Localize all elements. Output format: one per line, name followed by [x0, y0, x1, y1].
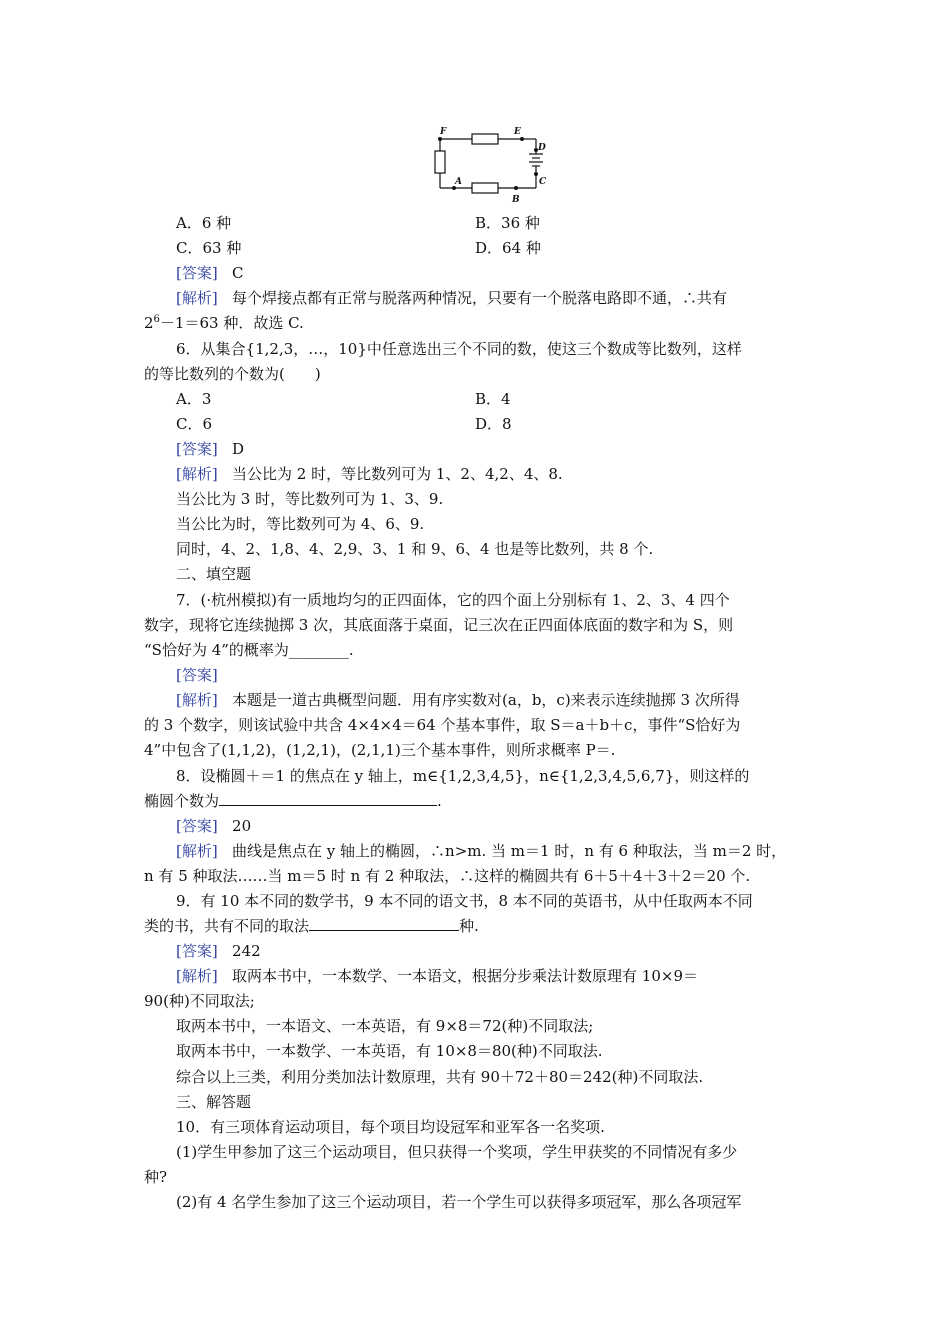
q7-answer	[176, 665, 218, 685]
q10-part1-cont: 种?	[144, 1168, 168, 1186]
answer-tag: [答案]	[176, 264, 218, 282]
q8-analysis-line2: n 有 5 种取法……当 m＝5 时 n 有 2 种取法，∴这样的椭圆共有 6＋5＋4＋3＋2＝20 个.	[144, 867, 751, 885]
analysis-tag: [解析]	[176, 842, 218, 860]
answer-tag: [答案]	[176, 666, 218, 684]
q6-option-a: A．3	[176, 390, 212, 408]
label-b: B	[512, 195, 520, 205]
q7-analysis-line2: 的 3 个数字，则该试验中共含 4×4×4＝64 个基本事件，取 S＝a＋b＋c，事件“S恰好为	[144, 716, 741, 734]
q6-analysis-line2: 当公比为 3 时，等比数列可为 1、3、9.	[176, 490, 444, 508]
q9-analysis-line4: 取两本书中，一本数学、一本英语，有 10×8＝80(种)不同取法.	[176, 1042, 603, 1060]
q7-stem-line2: 数字，现将它连续抛掷 3 次，其底面落于桌面，记三次在正四面体底面的数字和为 S，则	[144, 616, 734, 634]
q7-stem-line3: “S恰好为 4”的概率为________.	[144, 641, 354, 659]
q5-option-d: D．64 种	[475, 239, 541, 257]
q8-analysis: [解析] 曲线是焦点在 y 轴上的椭圆，∴n>m. 当 m＝1 时，n 有 6 种取法，当 m＝2 时，	[176, 842, 787, 860]
label-a: A	[455, 177, 462, 187]
q5-option-b: B．36 种	[475, 214, 540, 232]
answer-tag: [答案]	[176, 942, 218, 960]
answer-tag: [答案]	[176, 817, 218, 835]
answer-blank	[309, 916, 459, 931]
answer-tag: [答案]	[176, 440, 218, 458]
q8-stem-line2: 椭圆个数为 .	[144, 792, 442, 810]
section-heading-solve: 三、解答题	[176, 1093, 252, 1111]
q6-option-d: D．8	[475, 415, 512, 433]
q5-option-c: C．63 种	[176, 239, 242, 257]
q6-answer: [答案] D	[176, 440, 245, 458]
q7-analysis: [解析] 本题是一道古典概型问题．用有序实数对(a，b，c)来表示连续抛掷 3 次所得	[176, 691, 740, 709]
q6-stem: 6．从集合{1,2,3，…，10}中任意选出三个不同的数，使这三个数成等比数列，这样	[176, 340, 742, 358]
q9-answer: [答案] 242	[176, 942, 261, 960]
q8-stem: 8．设椭圆＋＝1 的焦点在 y 轴上，m∈{1,2,3,4,5}，n∈{1,2,3,4,5,6,7}，则这样的	[176, 767, 750, 785]
q5-answer: [答案] C	[176, 264, 244, 282]
analysis-tag: [解析]	[176, 289, 218, 307]
q7-analysis-line3: 4”中包含了(1,1,2)，(1,2,1)，(2,1,1)三个基本事件，则所求概率 P＝.	[144, 741, 616, 759]
q5-option-a: A．6 种	[176, 214, 232, 232]
q5-analysis: [解析] 每个焊接点都有正常与脱落两种情况，只要有一个脱落电路即不通，∴共有	[176, 289, 728, 307]
label-d: D	[538, 143, 546, 153]
section-heading-fill-in: 二、填空题	[176, 565, 252, 583]
label-c: C	[539, 177, 547, 187]
answer-blank	[219, 791, 437, 806]
q9-stem: 9．有 10 本不同的数学书，9 本不同的语文书，8 本不同的英语书，从中任取两本不同	[176, 892, 753, 910]
q6-option-b: B．4	[475, 390, 511, 408]
analysis-tag: [解析]	[176, 691, 218, 709]
q7-stem: 7．(·杭州模拟)有一质地均匀的正四面体，它的四个面上分别标有 1、2、3、4 四个	[176, 591, 730, 609]
q5-analysis-cont: $2^6-1=63$ 种．故选 C.	[144, 314, 304, 332]
analysis-tag: [解析]	[176, 967, 218, 985]
circuit-diagram	[428, 124, 552, 206]
q9-analysis: [解析] 取两本书中，一本数学、一本语文，根据分步乘法计数原理有 10×9＝	[176, 967, 699, 985]
q10-part2: (2)有 4 名学生参加了这三个运动项目，若一个学生可以获得多项冠军，那么各项冠军	[176, 1193, 742, 1211]
q6-option-c: C．6	[176, 415, 213, 433]
label-e: E	[514, 127, 521, 137]
q9-analysis-line3: 取两本书中，一本语文、一本英语，有 9×8＝72(种)不同取法;	[176, 1017, 594, 1035]
q6-analysis-line4: 同时，4、2、1,8、4、2,9、3、1 和 9、6、4 也是等比数列，共 8 个.	[176, 540, 654, 558]
q8-answer: [答案] 20	[176, 817, 252, 835]
q9-analysis-line5: 综合以上三类，利用分类加法计数原理，共有 90＋72＋80＝242(种)不同取法.	[176, 1068, 704, 1086]
q9-analysis-line2: 90(种)不同取法;	[144, 992, 255, 1010]
q6-analysis: [解析] 当公比为 2 时，等比数列可为 1、2、4,2、4、8.	[176, 465, 563, 483]
q9-stem-line2: 类的书，共有不同的取法 种.	[144, 917, 479, 935]
label-f: F	[440, 127, 447, 137]
q6-analysis-line3: 当公比为时，等比数列可为 4、6、9.	[176, 515, 425, 533]
q10-part1: (1)学生甲参加了这三个运动项目，但只获得一个奖项，学生甲获奖的不同情况有多少	[176, 1143, 738, 1161]
q6-stem-cont: 的等比数列的个数为( )	[144, 365, 321, 383]
analysis-tag: [解析]	[176, 465, 218, 483]
q10-stem: 10．有三项体育运动项目，每个项目均设冠军和亚军各一名奖项.	[176, 1118, 605, 1136]
